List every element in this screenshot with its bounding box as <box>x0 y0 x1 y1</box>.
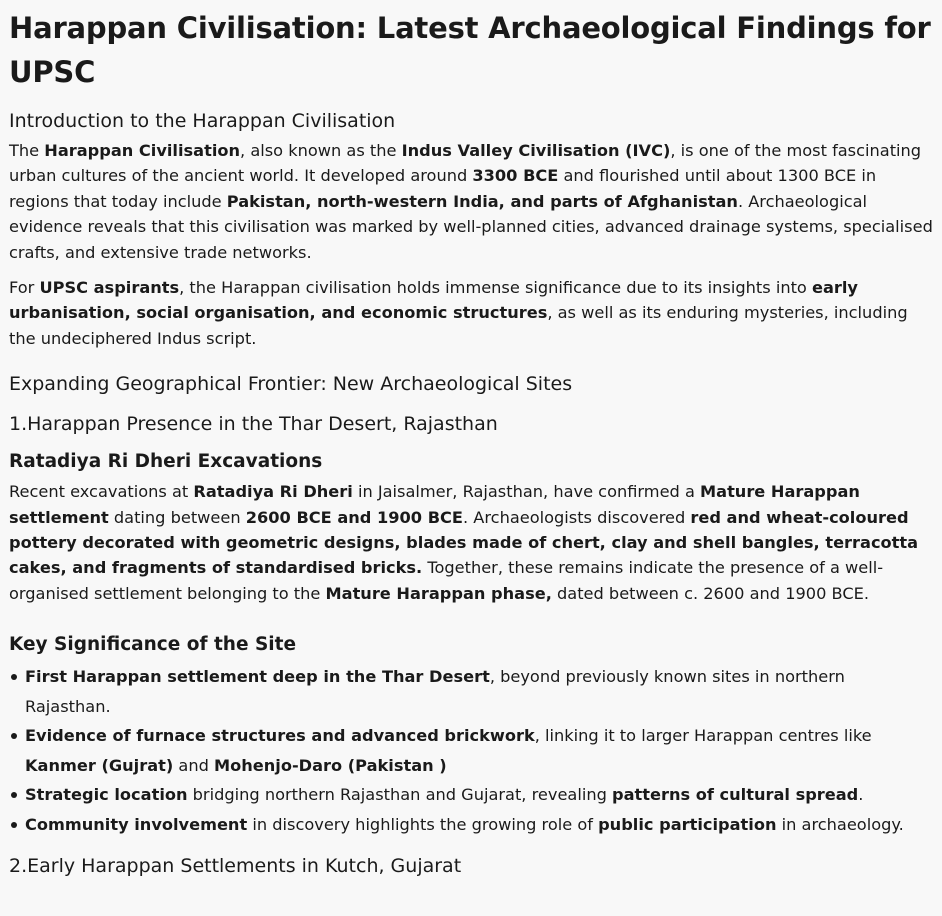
intro-heading: Introduction to the Harappan Civilisation <box>9 110 396 132</box>
text: , the Harappan civilisation holds immense significance due to its insights into <box>179 278 812 298</box>
list-item <box>25 662 934 721</box>
intro-paragraph-1 <box>9 138 934 265</box>
bold-text: UPSC aspirants <box>39 278 180 298</box>
page-title: Harappan Civilisation: Latest Archaeological Findings for UPSC <box>9 11 931 89</box>
bold-text: Evidence of furnace structures and advanced brickwork <box>25 726 535 746</box>
list-item <box>25 721 934 780</box>
text: . Archaeologists discovered <box>463 507 691 527</box>
intro-paragraph-2 <box>9 275 934 351</box>
text: in Jaisalmer, Rajasthan, have confirmed a <box>352 482 701 502</box>
text: and <box>173 755 215 775</box>
list-item <box>25 810 934 840</box>
bold-text: red and wheat-coloured pottery decorated with geometric designs, blades made of chert, clay and shell bangles, terracotta cakes, and fragments of standardised bricks. <box>9 507 919 578</box>
text: Together, these remains indicate the presence of a well-organised settlement belonging to the <box>9 558 884 603</box>
bold-text: Community involvement <box>25 814 248 834</box>
bold-text: Mature Harappan settlement <box>9 482 860 527</box>
section-1-paragraph <box>9 479 934 606</box>
text: bridging northern Rajasthan and Gujarat, revealing <box>187 785 612 805</box>
expanding-heading: Expanding Geographical Frontier: New Archaeological Sites <box>9 373 573 396</box>
bold-text: 3300 BCE <box>472 166 559 186</box>
section-1-subheading: Ratadiya Ri Dheri Excavations <box>9 451 323 473</box>
bold-text: Indus Valley Civilisation (IVC) <box>401 141 671 160</box>
bold-text: Kanmer (Gujrat) <box>25 755 174 775</box>
text: , beyond previously known sites in northern Rajasthan. <box>25 667 845 716</box>
section-2-heading: 2.Early Harappan Settlements in Kutch, Gujarat <box>9 855 462 878</box>
bold-text: 2600 BCE and 1900 BCE <box>245 507 463 527</box>
bold-text: First Harappan settlement deep in the Thar Desert <box>25 667 490 687</box>
text: , also known as the <box>240 141 402 160</box>
text: . Archaeological evidence reveals that this civilisation was marked by well-planned cities, advanced drainage systems, specialised crafts, and extensive trade networks. <box>9 191 933 262</box>
text: dating between <box>108 507 246 527</box>
text: in archaeology. <box>776 814 904 834</box>
significance-list <box>9 662 934 839</box>
text: For <box>9 278 40 298</box>
text: . <box>858 785 864 805</box>
bold-text: Harappan Civilisation <box>44 141 241 160</box>
list-item <box>25 780 934 810</box>
bold-text: Pakistan, north-western India, and parts of Afghanistan <box>226 191 738 211</box>
text: , linking it to larger Harappan centres like <box>534 726 872 746</box>
text: in discovery highlights the growing role of <box>247 814 599 834</box>
bold-text: Ratadiya Ri Dheri <box>193 482 353 502</box>
text: and flourished until about 1300 BCE in regions that today include <box>9 166 877 211</box>
bold-text: early urbanisation, social organisation, and economic structures <box>9 278 858 323</box>
bold-text: Strategic location <box>25 785 188 805</box>
bold-text: public participation <box>598 814 777 834</box>
section-1-heading: 1.Harappan Presence in the Thar Desert, Rajasthan <box>9 413 498 436</box>
text: Recent excavations at <box>9 482 194 502</box>
text: The <box>9 141 45 160</box>
significance-heading: Key Significance of the Site <box>9 634 297 656</box>
bold-text: Mohenjo-Daro (Pakistan ) <box>214 755 447 775</box>
text: , is one of the most fascinating urban cultures of the ancient world. It developed around <box>9 141 922 186</box>
text: , as well as its enduring mysteries, including the undeciphered Indus script. <box>9 303 908 348</box>
bold-text: patterns of cultural spread <box>612 785 859 805</box>
text: dated between c. 2600 and 1900 BCE. <box>551 583 870 603</box>
bold-text: Mature Harappan phase, <box>325 583 552 603</box>
